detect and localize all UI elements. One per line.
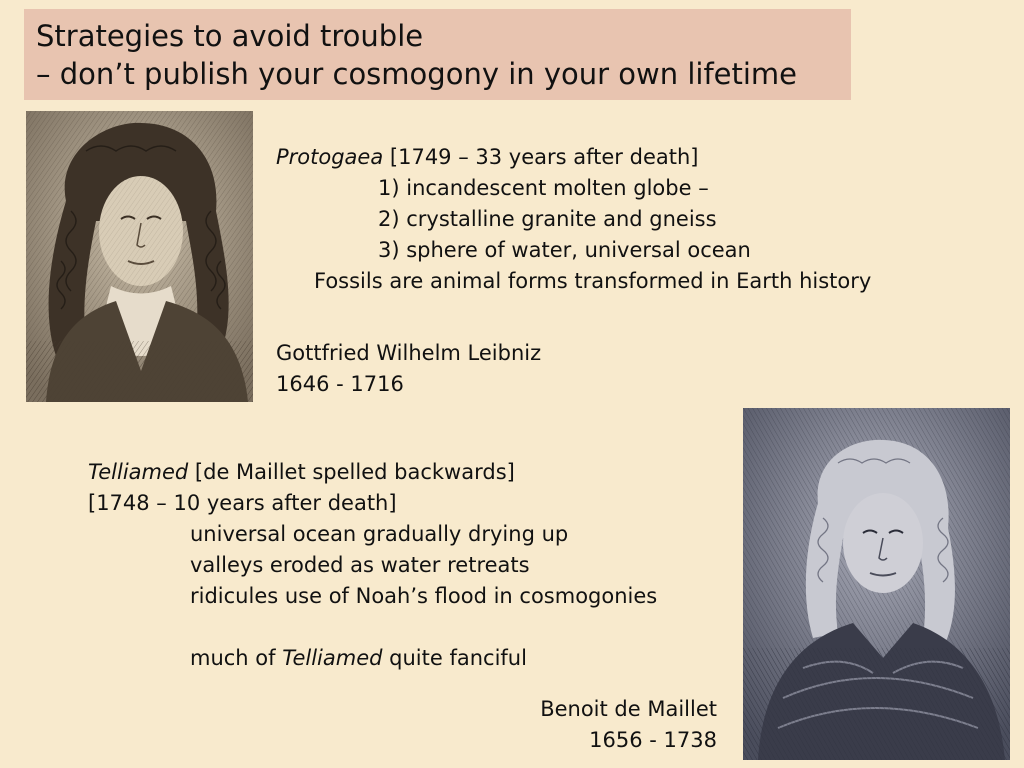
leibniz-caption — [276, 338, 541, 400]
telliamed-closing — [88, 643, 657, 674]
maillet-caption — [540, 694, 717, 756]
slide-title — [24, 9, 851, 100]
leibniz-engraving — [26, 111, 253, 402]
closing-title: Telliamed — [282, 646, 383, 670]
leibniz-dates: 1646 - 1716 — [276, 372, 404, 396]
leibniz-portrait — [26, 111, 253, 402]
protogaea-note: Fossils are animal forms transformed in Earth history — [314, 269, 872, 293]
closing-prefix: much of — [190, 646, 276, 670]
telliamed-meta: [de Maillet spelled backwards] — [194, 460, 515, 484]
telliamed-point-3: ridicules use of Noah’s flood in cosmogonies — [190, 584, 658, 608]
protogaea-point-1: 1) incandescent molten globe – — [378, 176, 709, 200]
maillet-dates: 1656 - 1738 — [589, 728, 717, 752]
telliamed-point-2: valleys eroded as water retreats — [190, 553, 530, 577]
closing-suffix: quite fanciful — [389, 646, 527, 670]
leibniz-name: Gottfried Wilhelm Leibniz — [276, 341, 542, 365]
protogaea-point-2: 2) crystalline granite and gneiss — [378, 207, 717, 231]
telliamed-point-1: universal ocean gradually drying up — [190, 522, 569, 546]
telliamed-title: Telliamed — [88, 460, 189, 484]
protogaea-heading — [276, 142, 871, 173]
maillet-portrait — [743, 408, 1010, 760]
maillet-name: Benoit de Maillet — [540, 697, 717, 721]
telliamed-block — [88, 457, 657, 674]
maillet-engraving — [743, 408, 1010, 760]
telliamed-heading — [88, 457, 657, 488]
telliamed-publication: [1748 – 10 years after death] — [88, 491, 397, 515]
protogaea-point-3: 3) sphere of water, universal ocean — [378, 238, 751, 262]
protogaea-meta: [1749 – 33 years after death] — [389, 145, 699, 169]
title-line-1: Strategies to avoid trouble — [36, 19, 424, 53]
protogaea-block — [276, 142, 871, 297]
title-line-2: – don’t publish your cosmogony in your own lifetime — [36, 57, 798, 91]
protogaea-title: Protogaea — [276, 145, 384, 169]
